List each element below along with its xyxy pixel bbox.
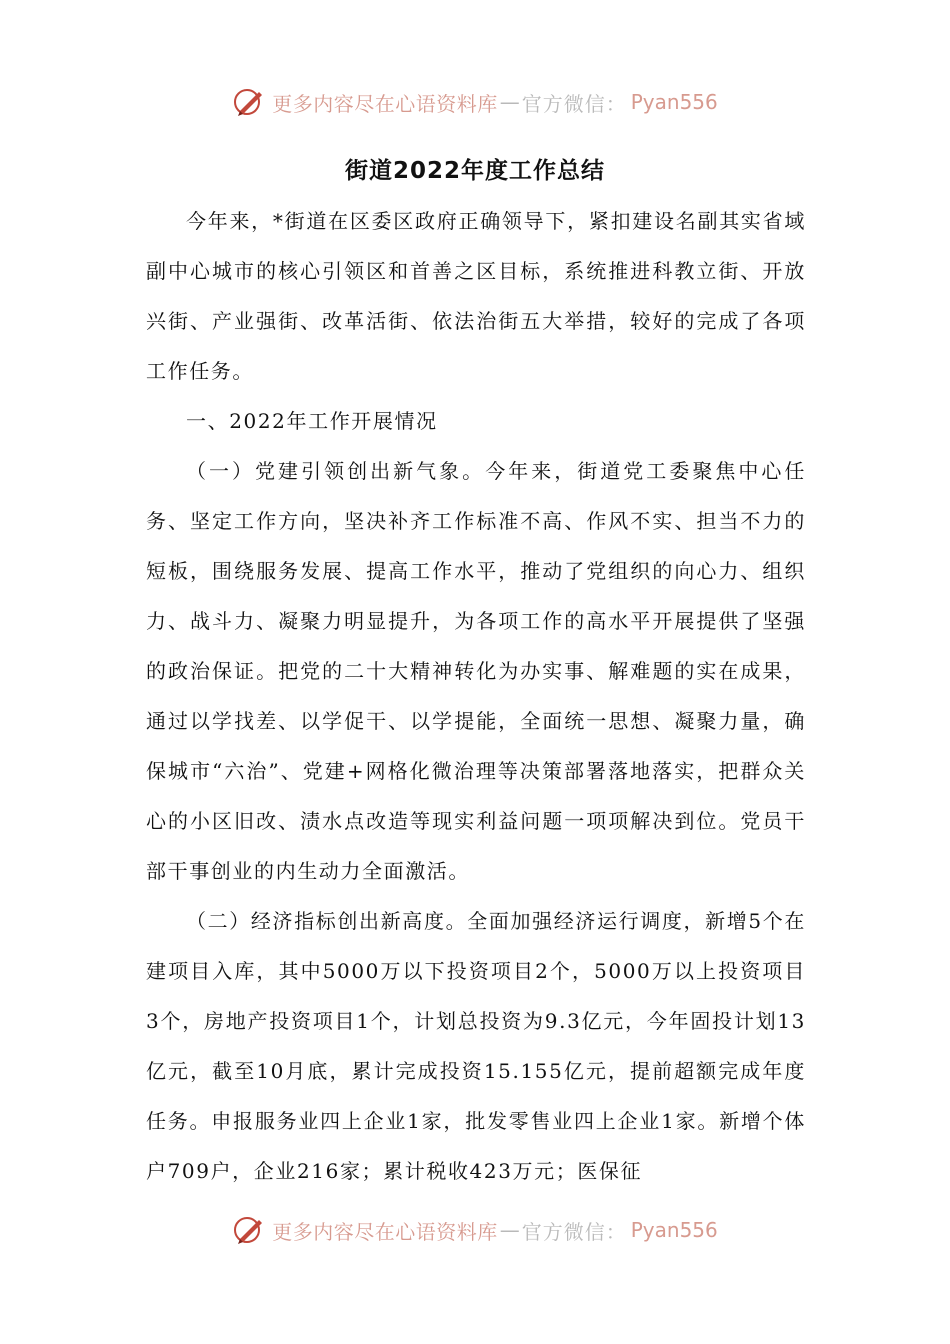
document-title: 街道2022年度工作总结 <box>344 158 605 184</box>
watermark-wechat-label: 官方微信： <box>521 1219 627 1244</box>
watermark-main-text: 更多内容尽在心语资料库 <box>272 91 498 116</box>
watermark-dash: — <box>499 90 520 114</box>
pen-logo-icon <box>232 1213 266 1247</box>
footer-watermark <box>0 1210 950 1250</box>
paragraph-intro: 今年来，*街道在区委区政府正确领导下，紧扣建设名副其实省域副中心城市的核心引领区和首善之区目标，系统推进科教立街、开放兴街、产业强街、改革活街、依法治街五大举措，较好的完成了各项工作任务。 <box>146 209 806 383</box>
paragraph-economy: （二）经济指标创出新高度。全面加强经济运行调度，新增5个在建项目入库，其中5000万以下投资项目2个，5000万以上投资项目3个，房地产投资项目1个，计划总投资为9.3亿元，今年固投计划13亿元，截至10月底，累计完成投资15.155亿元，提前超额完成年度任务。申报服务业四上企业1家，批发零售业四上企业1家。新增个体户709户，企业216家；累计税收423万元；医保征 <box>146 909 806 1183</box>
header-watermark <box>0 82 950 122</box>
document-body <box>146 196 806 1196</box>
pen-logo-icon <box>232 85 266 119</box>
watermark-main-text: 更多内容尽在心语资料库 <box>272 1219 498 1244</box>
paragraph-party-building: （一）党建引领创出新气象。今年来，街道党工委聚焦中心任务、坚定工作方向，坚决补齐工作标准不高、作风不实、担当不力的短板，围绕服务发展、提高工作水平，推动了党组织的向心力、组织力、战斗力、凝聚力明显提升，为各项工作的高水平开展提供了坚强的政治保证。把党的二十大精神转化为办实事、解难题的实在成果，通过以学找差、以学促干、以学提能，全面统一思想、凝聚力量，确保城市“六治”、党建+网格化微治理等决策部署落地落实，把群众关心的小区旧改、渍水点改造等现实利益问题一项项解决到位。党员干部干事创业的内生动力全面激活。 <box>146 459 806 883</box>
watermark-dash: — <box>499 1218 520 1242</box>
watermark-wechat-id: Pyan556 <box>630 1218 718 1242</box>
watermark-wechat-label: 官方微信： <box>521 91 627 116</box>
watermark-wechat-id: Pyan556 <box>630 90 718 114</box>
section-heading: 一、2022年工作开展情况 <box>186 409 438 433</box>
